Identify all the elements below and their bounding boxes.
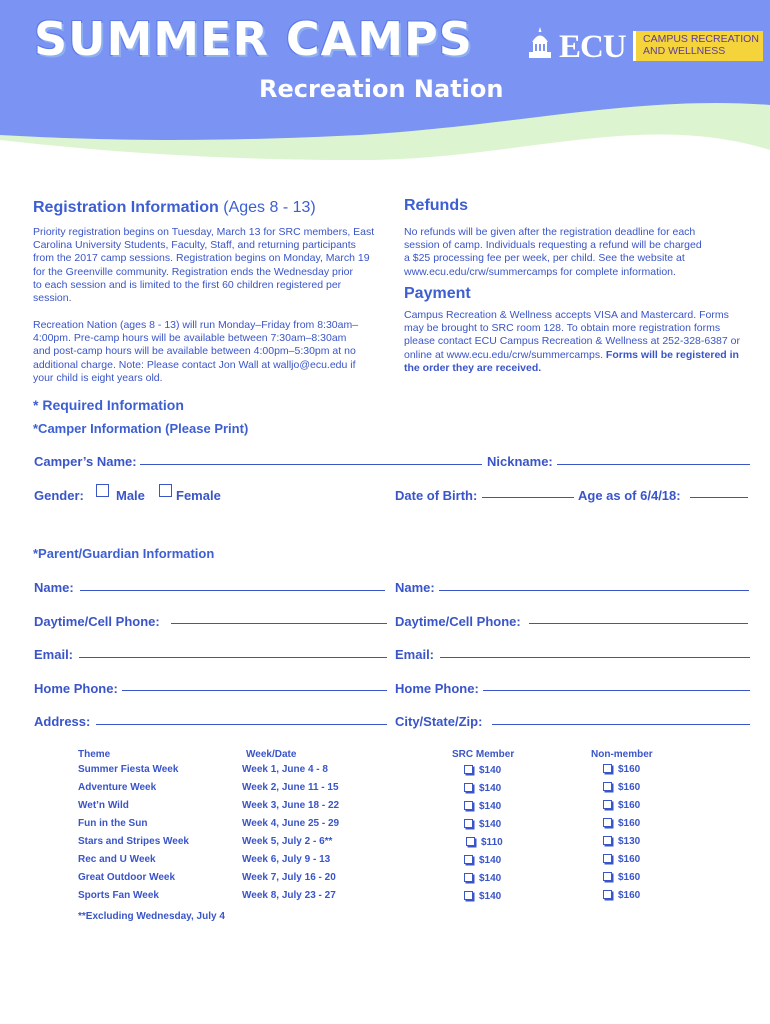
address-label: Address: — [34, 714, 91, 729]
parent1-name-label: Name: — [34, 580, 74, 595]
registration-heading — [33, 199, 316, 217]
non-price: $160 — [618, 890, 641, 901]
nickname-label: Nickname: — [487, 454, 553, 469]
crw-logo-line1: CAMPUS RECREATION — [643, 33, 759, 45]
src-price: $140 — [479, 855, 502, 866]
checkbox-icon — [464, 873, 473, 882]
camper-info-heading: *Camper Information (Please Print) — [33, 421, 249, 436]
src-price: $140 — [479, 783, 502, 794]
src-price-option[interactable] — [464, 873, 501, 884]
para-line: Carolina University Students, Faculty, Staff, and returning participants — [33, 239, 356, 252]
parent2-email-field[interactable] — [440, 657, 750, 658]
para-line: a $25 processing fee per week, per child. See the website at — [404, 252, 685, 265]
table-row — [0, 800, 770, 818]
payment-heading: Payment — [404, 285, 471, 302]
para-line: for the Greenville community. Registration ends the Wednesday prior — [33, 265, 354, 278]
parent1-email-label: Email: — [34, 647, 74, 662]
age-as-of-label: Age as of 6/4/18: — [578, 488, 681, 503]
payment-paragraph — [404, 309, 754, 375]
checkbox-icon — [603, 872, 612, 881]
para-line: 4:00pm. Pre-camp hours will be available between 7:30am–8:30am — [33, 332, 347, 345]
required-info-note: * Required Information — [33, 397, 184, 413]
src-price-option[interactable] — [464, 891, 501, 902]
src-price-option[interactable] — [464, 765, 501, 776]
gender-label: Gender: — [34, 488, 84, 503]
checkbox-icon — [464, 855, 473, 864]
src-price-option[interactable] — [464, 855, 501, 866]
non-price: $160 — [618, 872, 641, 883]
checkbox-icon — [603, 764, 612, 773]
theme-cell: Sports Fan Week — [78, 890, 159, 901]
src-price: $110 — [481, 837, 503, 848]
para-line: www.ecu.edu/crw/summercamps for complete information. — [404, 265, 676, 278]
src-member-column-header: SRC Member — [452, 749, 515, 760]
parent2-home-phone-field[interactable] — [483, 690, 750, 691]
crw-logo-box — [633, 31, 763, 61]
para-line: No refunds will be given after the registration deadline for each — [404, 226, 696, 238]
table-row — [0, 764, 770, 782]
week-cell: Week 1, June 4 - 8 — [242, 764, 328, 775]
parent2-daytime-phone-field[interactable] — [529, 623, 748, 624]
address-field[interactable] — [96, 724, 387, 725]
checkbox-icon — [464, 891, 473, 900]
non-price-option[interactable] — [603, 764, 640, 775]
ecu-cupola-icon — [524, 26, 556, 62]
checkbox-icon — [603, 854, 612, 863]
non-price: $160 — [618, 764, 641, 775]
nickname-field[interactable] — [557, 464, 750, 465]
week-column-header: Week/Date — [246, 749, 297, 760]
date-of-birth-label: Date of Birth: — [395, 488, 478, 503]
age-as-of-field[interactable] — [690, 497, 748, 498]
campers-name-field[interactable] — [140, 464, 482, 465]
registration-paragraph-1 — [33, 226, 378, 305]
theme-cell: Great Outdoor Week — [78, 872, 176, 883]
camp-title: SUMMER CAMPS — [34, 12, 473, 66]
program-subtitle: Recreation Nation — [259, 75, 504, 103]
crw-logo-line2: AND WELLNESS — [643, 45, 726, 57]
checkbox-icon — [603, 800, 612, 809]
non-price-option[interactable] — [603, 800, 640, 811]
checkbox-icon — [464, 801, 473, 810]
checkbox-icon — [464, 765, 473, 774]
city-state-zip-field[interactable] — [492, 724, 750, 725]
para-line: from the 2017 camp sessions. Registration begins on Monday, March 19 — [33, 252, 370, 265]
para-line: please contact ECU Campus Recreation & Wellness at 252-328-6387 or — [404, 335, 740, 348]
theme-cell: Rec and U Week — [78, 854, 156, 865]
para-line: your child is eight years old. — [33, 371, 163, 384]
parent-info-heading: *Parent/Guardian Information — [33, 546, 215, 561]
date-of-birth-field[interactable] — [482, 497, 574, 498]
para-line: and post-camp hours will be available between 4:00pm–5:30pm at no — [33, 345, 356, 358]
female-label: Female — [176, 488, 221, 503]
checkbox-icon — [464, 819, 473, 828]
parent2-home-phone-label: Home Phone: — [395, 681, 479, 696]
payment-online: online at www.ecu.edu/crw/summercamps. — [404, 348, 603, 361]
week-cell: Week 2, June 11 - 15 — [242, 782, 339, 793]
para-line: Campus Recreation & Wellness accepts VISA and Mastercard. Forms — [404, 309, 729, 321]
parent2-daytime-phone-label: Daytime/Cell Phone: — [395, 614, 521, 629]
non-price-option[interactable] — [603, 854, 640, 865]
parent1-daytime-phone-label: Daytime/Cell Phone: — [34, 614, 160, 629]
female-checkbox[interactable] — [159, 484, 172, 497]
non-price: $160 — [618, 854, 641, 865]
table-row — [0, 872, 770, 890]
week-cell: Week 7, July 16 - 20 — [242, 872, 336, 883]
non-price: $160 — [618, 782, 641, 793]
registration-ages: (Ages 8 - 13) — [223, 199, 316, 216]
week-cell: Week 3, June 18 - 22 — [242, 800, 340, 811]
src-price-option[interactable] — [464, 801, 501, 812]
table-row — [0, 854, 770, 872]
para-line: additional charge. Note: Please contact Jon Wall at walljo@ecu.edu if — [33, 358, 356, 371]
table-row — [0, 890, 770, 908]
checkbox-icon — [464, 783, 473, 792]
parent1-name-field[interactable] — [80, 590, 385, 591]
src-price: $140 — [479, 801, 502, 812]
parent1-daytime-phone-field[interactable] — [171, 623, 387, 624]
theme-cell: Wet’n Wild — [78, 800, 129, 811]
src-price-option[interactable] — [464, 783, 501, 794]
non-price: $160 — [618, 800, 641, 811]
theme-cell: Adventure Week — [78, 782, 157, 793]
week-cell: Week 5, July 2 - 6** — [242, 836, 333, 847]
city-state-zip-label: City/State/Zip: — [395, 714, 483, 729]
parent1-home-phone-label: Home Phone: — [34, 681, 118, 696]
src-price: $140 — [479, 873, 502, 884]
registration-paragraph-2 — [33, 319, 378, 385]
para-line: Priority registration begins on Tuesday, March 13 for SRC members, East — [33, 226, 375, 238]
table-row — [0, 836, 770, 854]
para-line: may be brought to SRC room 128. To obtain more registration forms — [404, 322, 721, 335]
excluding-footnote: **Excluding Wednesday, July 4 — [78, 911, 225, 922]
non-price-option[interactable] — [603, 818, 640, 829]
src-price-option[interactable] — [464, 819, 501, 830]
checkbox-icon — [603, 890, 612, 899]
campers-name-label: Camper’s Name: — [34, 454, 137, 469]
table-row — [0, 782, 770, 800]
src-price: $140 — [479, 891, 502, 902]
payment-bold-note-end: the order they are received. — [404, 361, 542, 374]
checkbox-icon — [603, 836, 612, 845]
non-member-column-header: Non-member — [591, 749, 653, 760]
parent2-name-field[interactable] — [439, 590, 749, 591]
para-line: Recreation Nation (ages 8 - 13) will run Monday–Friday from 8:30am– — [33, 319, 359, 331]
src-price-option[interactable] — [466, 837, 503, 848]
para-line: session. — [33, 292, 72, 305]
week-cell: Week 6, July 9 - 13 — [242, 854, 331, 865]
src-price: $140 — [479, 765, 502, 776]
male-label: Male — [116, 488, 145, 503]
payment-bold-note: Forms will be registered in — [605, 348, 739, 361]
refunds-heading: Refunds — [404, 197, 468, 214]
male-checkbox[interactable] — [96, 484, 109, 497]
table-row — [0, 818, 770, 836]
theme-column-header: Theme — [78, 749, 111, 760]
src-price: $140 — [479, 819, 502, 830]
non-price: $160 — [618, 818, 641, 829]
checkbox-icon — [466, 837, 475, 846]
theme-cell: Fun in the Sun — [78, 818, 148, 829]
para-line: to each session and is limited to the first 60 children registered per — [33, 278, 342, 291]
week-cell: Week 8, July 23 - 27 — [242, 890, 336, 901]
non-price-option[interactable] — [603, 782, 640, 793]
camp-weeks-table — [0, 764, 770, 908]
checkbox-icon — [603, 818, 612, 827]
theme-cell: Summer Fiesta Week — [78, 764, 179, 775]
para-line: session of camp. Individuals requesting a refund will be charged — [404, 239, 702, 252]
non-price: $130 — [618, 836, 641, 847]
para-line — [404, 349, 754, 362]
registration-heading-text: Registration Information — [33, 199, 219, 216]
ecu-logo-text: ECU — [559, 29, 626, 65]
parent1-email-field[interactable] — [79, 657, 387, 658]
parent2-name-label: Name: — [395, 580, 435, 595]
non-price-option[interactable] — [603, 872, 640, 883]
refunds-paragraph — [404, 226, 749, 279]
week-cell: Week 4, June 25 - 29 — [242, 818, 340, 829]
parent2-email-label: Email: — [395, 647, 435, 662]
parent1-home-phone-field[interactable] — [122, 690, 387, 691]
non-price-option[interactable] — [603, 836, 640, 847]
checkbox-icon — [603, 782, 612, 791]
non-price-option[interactable] — [603, 890, 640, 901]
theme-cell: Stars and Stripes Week — [78, 836, 189, 847]
